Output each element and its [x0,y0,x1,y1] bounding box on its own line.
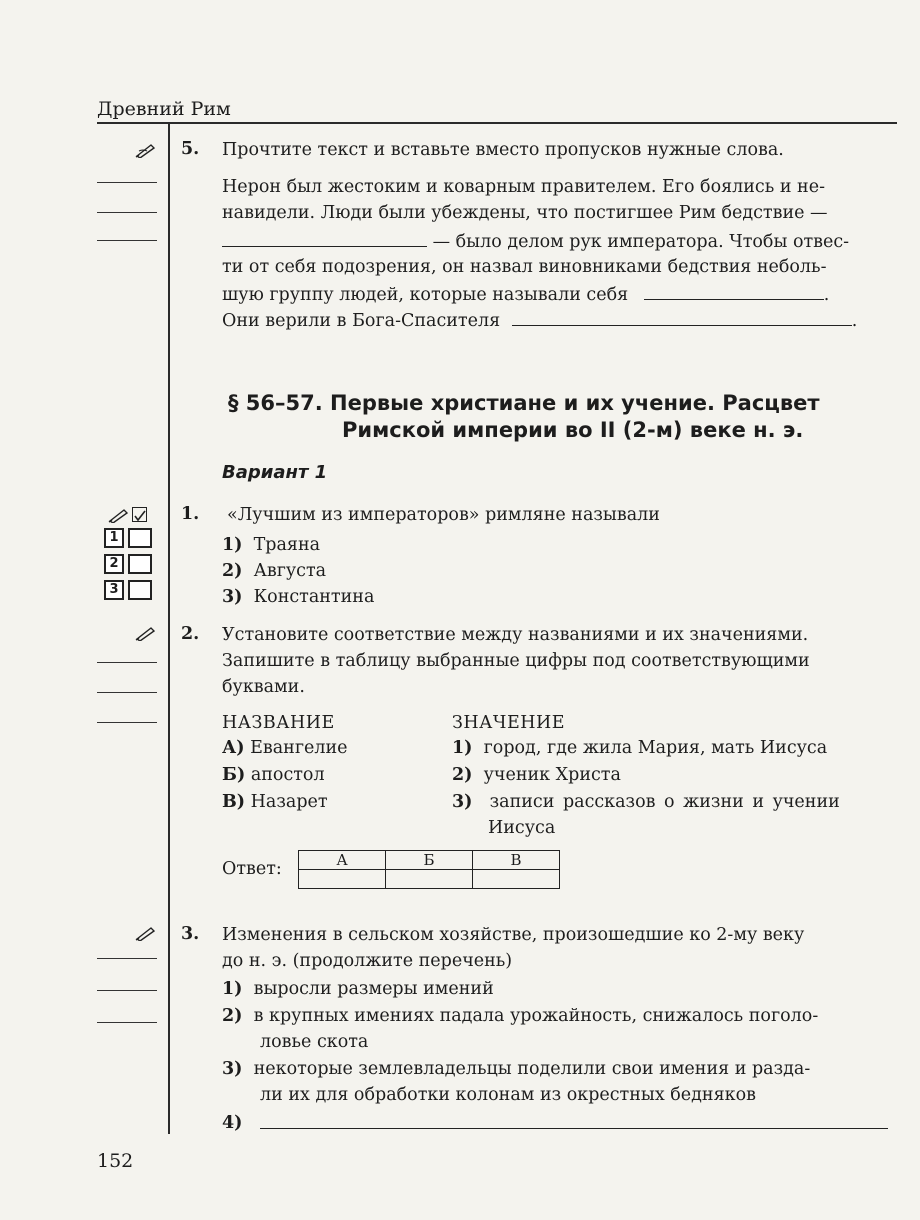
task-prompt: Установите соответствие между названиями и их значениями. [222,625,809,645]
pencil-icon [108,507,130,523]
value-number: 3) [452,792,473,812]
name-letter: В) [222,792,246,812]
checkmark-icon [132,507,147,522]
page-number: 152 [97,1150,134,1172]
task-prompt: Запишите в таблицу выбранные цифры под соответствующими [222,651,810,671]
name-item [222,735,348,761]
pencil-icon [135,925,157,941]
item-number: 3) [222,1059,243,1079]
text-line-with-blank: шую группу людей, которые называли себя . [222,281,829,308]
pencil-icon [135,625,157,641]
value-number: 1) [452,738,473,758]
answer-col-header: В [473,851,560,870]
task-prompt: Прочтите текст и вставьте вместо пропусков нужные слова. [222,140,784,160]
item-text: в крупных имениях падала урожайность, снижалось поголо- [253,1006,819,1026]
value-item [452,762,621,788]
name-letter: А) [222,738,245,758]
score-line[interactable] [97,958,157,959]
value-text-cont: Иисуса [488,818,556,838]
score-line[interactable] [97,692,157,693]
score-line[interactable] [97,240,157,241]
value-item [452,789,840,815]
margin-rule [168,124,170,1134]
text-line: шую группу людей, которые называли себя [222,285,629,305]
task-prompt: до н. э. (продолжите перечень) [222,951,513,971]
name-text: Евангелие [250,738,348,758]
text-line-with-blank: Они верили в Бога-Спасителя . [222,307,857,334]
list-item [222,1003,818,1029]
answer-cell[interactable] [299,870,386,889]
answer-cell[interactable] [386,870,473,889]
answer-checkbox[interactable] [128,580,152,600]
option-item[interactable] [222,584,374,610]
pencil-icon [135,142,157,158]
answer-blank[interactable] [260,1110,888,1129]
list-item [222,1056,810,1082]
task-number: 5. [181,139,200,159]
option-text: Константина [253,587,375,607]
text-line: ти от себя подозрения, он назвал виновниками бедствия неболь- [222,257,827,277]
text-line: навидели. Люди были убеждены, что постигшее Рим бедствие — [222,203,828,223]
name-item [222,762,325,788]
text-line: Нерон был жестоким и коварным правителем. Его боялись и не- [222,177,825,197]
answer-cell[interactable] [473,870,560,889]
text-line: — было делом рук императора. Чтобы отвес- [432,232,850,252]
name-item [222,789,328,815]
score-line[interactable] [97,182,157,183]
score-line[interactable] [97,212,157,213]
text-line: Они верили в Бога-Спасителя [222,311,501,331]
item-number: 2) [222,1006,243,1026]
value-text: город, где жила Мария, мать Иисуса [483,738,828,758]
item-text: выросли размеры имений [253,979,494,999]
score-line[interactable] [97,990,157,991]
option-number: 2) [222,561,243,581]
item-text: некоторые землевладельцы поделили свои имения и разда- [253,1059,811,1079]
option-text: Августа [253,561,327,581]
answer-checkbox[interactable] [128,554,152,574]
section-title: § 56–57. Первые христиане и их учение. Расцвет [228,391,820,415]
task-prompt: Изменения в сельском хозяйстве, произошедшие ко 2-му веку [222,925,805,945]
section-title: Римской империи во II (2-м) веке н. э. [342,418,804,442]
list-item [222,976,494,1002]
name-text: апостол [250,765,325,785]
item-number: 1) [222,979,243,999]
column-header-values: ЗНАЧЕНИЕ [452,713,566,733]
task-prompt: «Лучшим из императоров» римляне называли [227,505,660,525]
value-number: 2) [452,765,473,785]
name-text: Назарет [250,792,328,812]
task-number: 3. [181,924,200,944]
value-item [452,735,827,761]
option-item[interactable] [222,558,326,584]
value-text: записи рассказов о жизни и учении [489,792,840,812]
answer-table [298,850,560,889]
task-prompt: буквами. [222,677,305,697]
checkbox-label: 1 [104,528,124,548]
checkbox-label: 3 [104,580,124,600]
option-item[interactable] [222,532,320,558]
item-text-cont: ли их для обработки колонам из окрестных бедняков [260,1085,756,1105]
item-text-cont: ловье скота [260,1032,369,1052]
score-line[interactable] [97,662,157,663]
value-text: ученик Христа [483,765,621,785]
option-number: 1) [222,535,243,555]
option-number: 3) [222,587,243,607]
answer-col-header: А [299,851,386,870]
header-rule [97,122,897,124]
running-head: Древний Рим [97,98,231,120]
checkbox-label: 2 [104,554,124,574]
option-text: Траяна [253,535,321,555]
column-header-names: НАЗВАНИЕ [222,713,335,733]
name-letter: Б) [222,765,246,785]
variant-label: Вариант 1 [222,462,328,483]
answer-col-header: Б [386,851,473,870]
answer-blank[interactable] [644,281,824,300]
item-number: 4) [222,1113,243,1133]
answer-blank[interactable] [512,307,852,326]
answer-blank[interactable] [222,228,427,247]
text-line-with-blank [222,228,849,255]
task-number: 2. [181,624,200,644]
score-line[interactable] [97,722,157,723]
list-item [222,1110,242,1136]
score-line[interactable] [97,1022,157,1023]
answer-label: Ответ: [222,859,282,879]
answer-checkbox[interactable] [128,528,152,548]
task-number: 1. [181,504,200,524]
